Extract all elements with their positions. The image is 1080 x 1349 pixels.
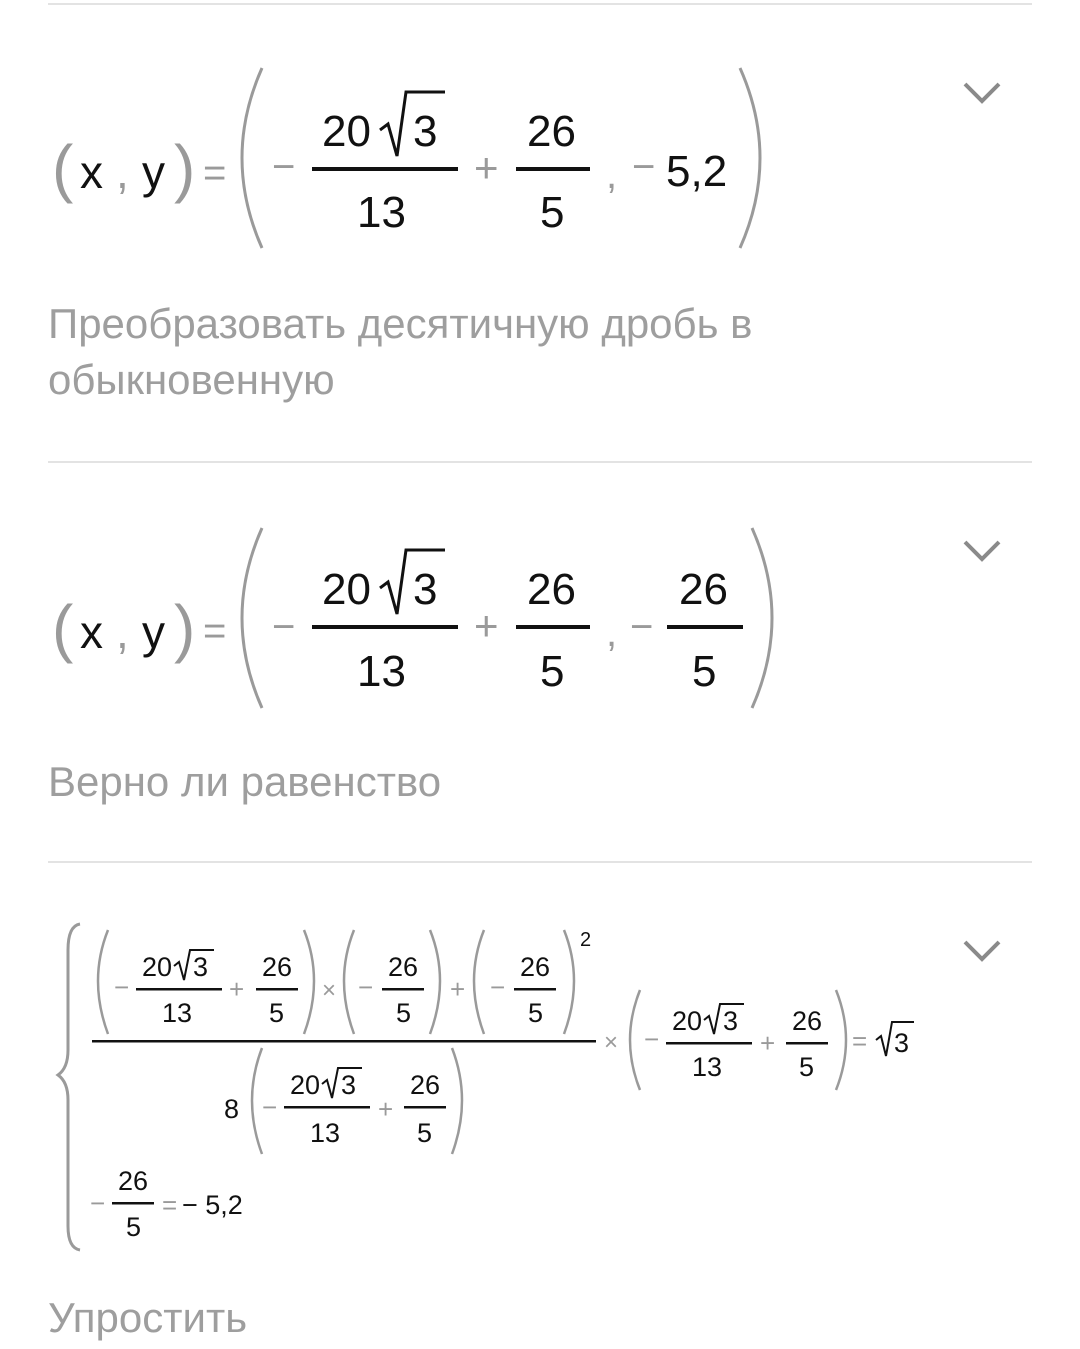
frac1-denominator: 13 xyxy=(357,647,406,696)
action-convert-decimal[interactable]: Преобразовать десятичную дробь в обыкновенную xyxy=(48,300,753,403)
plus: + xyxy=(378,1094,394,1124)
frac3-denominator: 5 xyxy=(692,647,717,696)
minus: − xyxy=(262,1092,278,1122)
b-den: 5 xyxy=(269,998,285,1028)
a-den: 13 xyxy=(162,998,193,1028)
lhs-x: x xyxy=(80,146,103,198)
equals-sign: = xyxy=(203,609,227,653)
lhs-comma: , xyxy=(116,146,129,198)
equals-sign: = xyxy=(162,1190,178,1220)
lhs-y: y xyxy=(142,606,165,658)
frac-bar xyxy=(256,988,298,991)
a-root: 3 xyxy=(341,1070,357,1100)
eq2-rhs: − 5,2 xyxy=(182,1190,243,1220)
plus: + xyxy=(229,974,245,1004)
comma: , xyxy=(606,611,618,655)
frac2-numerator: 26 xyxy=(527,107,576,156)
frac-bar xyxy=(514,988,556,991)
times: × xyxy=(322,977,337,1004)
lhs-comma: , xyxy=(116,606,129,658)
system-brace xyxy=(58,924,80,1250)
a-root: 3 xyxy=(193,952,209,982)
eq2-num: 26 xyxy=(118,1166,149,1196)
y-value: 5,2 xyxy=(666,147,728,196)
b-num: 26 xyxy=(410,1070,441,1100)
frac1-numerator-root: 3 xyxy=(413,107,438,156)
minus-sign-y: − xyxy=(632,145,656,189)
frac1-numerator-root: 3 xyxy=(413,565,438,614)
frac-bar xyxy=(382,988,424,991)
paren-c-open xyxy=(344,930,354,1034)
lhs-x: x xyxy=(80,606,103,658)
a-coef: 20 xyxy=(672,1006,703,1036)
paren-d-close xyxy=(564,930,574,1034)
b-num: 26 xyxy=(262,952,293,982)
equals-sign: = xyxy=(203,151,227,195)
minus: − xyxy=(90,1188,106,1218)
plus-sign: + xyxy=(474,602,499,649)
lhs-close-paren: ) xyxy=(174,132,196,204)
minus: − xyxy=(490,972,506,1002)
b-den: 5 xyxy=(417,1118,433,1148)
plus: + xyxy=(760,1028,776,1058)
c-den: 5 xyxy=(396,998,412,1028)
paren-den-close xyxy=(452,1048,462,1154)
minus: − xyxy=(114,972,130,1002)
paren-e-open xyxy=(630,990,640,1090)
paren-c-close xyxy=(430,930,440,1034)
main-frac-bar xyxy=(92,1040,596,1043)
times: × xyxy=(604,1029,619,1056)
minus-sign-y: − xyxy=(630,605,654,649)
frac-bar xyxy=(786,1042,828,1045)
frac-bar xyxy=(112,1202,154,1205)
a-root: 3 xyxy=(723,1006,739,1036)
frac2-numerator: 26 xyxy=(527,565,576,614)
b-num: 26 xyxy=(792,1006,823,1036)
lhs-open-paren: ( xyxy=(52,592,74,664)
frac1-denominator: 13 xyxy=(357,188,406,237)
d-num: 26 xyxy=(520,952,551,982)
lhs-y: y xyxy=(142,146,165,198)
paren-a-open xyxy=(98,930,108,1034)
frac3-numerator: 26 xyxy=(679,565,728,614)
paren-e-close xyxy=(836,990,846,1090)
frac-bar xyxy=(136,988,222,991)
a-den: 13 xyxy=(310,1118,341,1148)
equals-sign: = xyxy=(852,1026,868,1056)
a-coef: 20 xyxy=(142,952,173,982)
frac-bar xyxy=(666,1042,752,1045)
action-simplify[interactable]: Упростить xyxy=(48,1294,248,1341)
rhs-root: 3 xyxy=(894,1028,910,1058)
minus: − xyxy=(358,972,374,1002)
action-check-equality[interactable]: Верно ли равенство xyxy=(48,758,442,805)
frac2-denominator: 5 xyxy=(540,647,565,696)
exponent: 2 xyxy=(580,929,592,951)
minus-sign: − xyxy=(272,605,296,649)
paren-d-open xyxy=(474,930,484,1034)
eq2-den: 5 xyxy=(126,1212,142,1242)
frac1-numerator-coef: 20 xyxy=(322,565,371,614)
den-coef: 8 xyxy=(224,1094,240,1124)
minus-sign: − xyxy=(272,145,296,189)
a-den: 13 xyxy=(692,1052,723,1082)
paren-den-open xyxy=(252,1048,262,1154)
chevron-down-icon[interactable] xyxy=(962,934,1002,964)
frac1-numerator-coef: 20 xyxy=(322,107,371,156)
b-den: 5 xyxy=(799,1052,815,1082)
c-num: 26 xyxy=(388,952,419,982)
frac-bar xyxy=(404,1106,446,1109)
minus: − xyxy=(644,1024,660,1054)
plus: + xyxy=(450,974,466,1004)
lhs-close-paren: ) xyxy=(174,592,196,664)
frac2-denominator: 5 xyxy=(540,188,565,237)
a-coef: 20 xyxy=(290,1070,321,1100)
frac-bar xyxy=(284,1106,370,1109)
lhs-open-paren: ( xyxy=(52,132,74,204)
plus-sign: + xyxy=(474,144,499,191)
d-den: 5 xyxy=(528,998,544,1028)
comma: , xyxy=(606,153,618,197)
paren-a-close xyxy=(304,930,314,1034)
